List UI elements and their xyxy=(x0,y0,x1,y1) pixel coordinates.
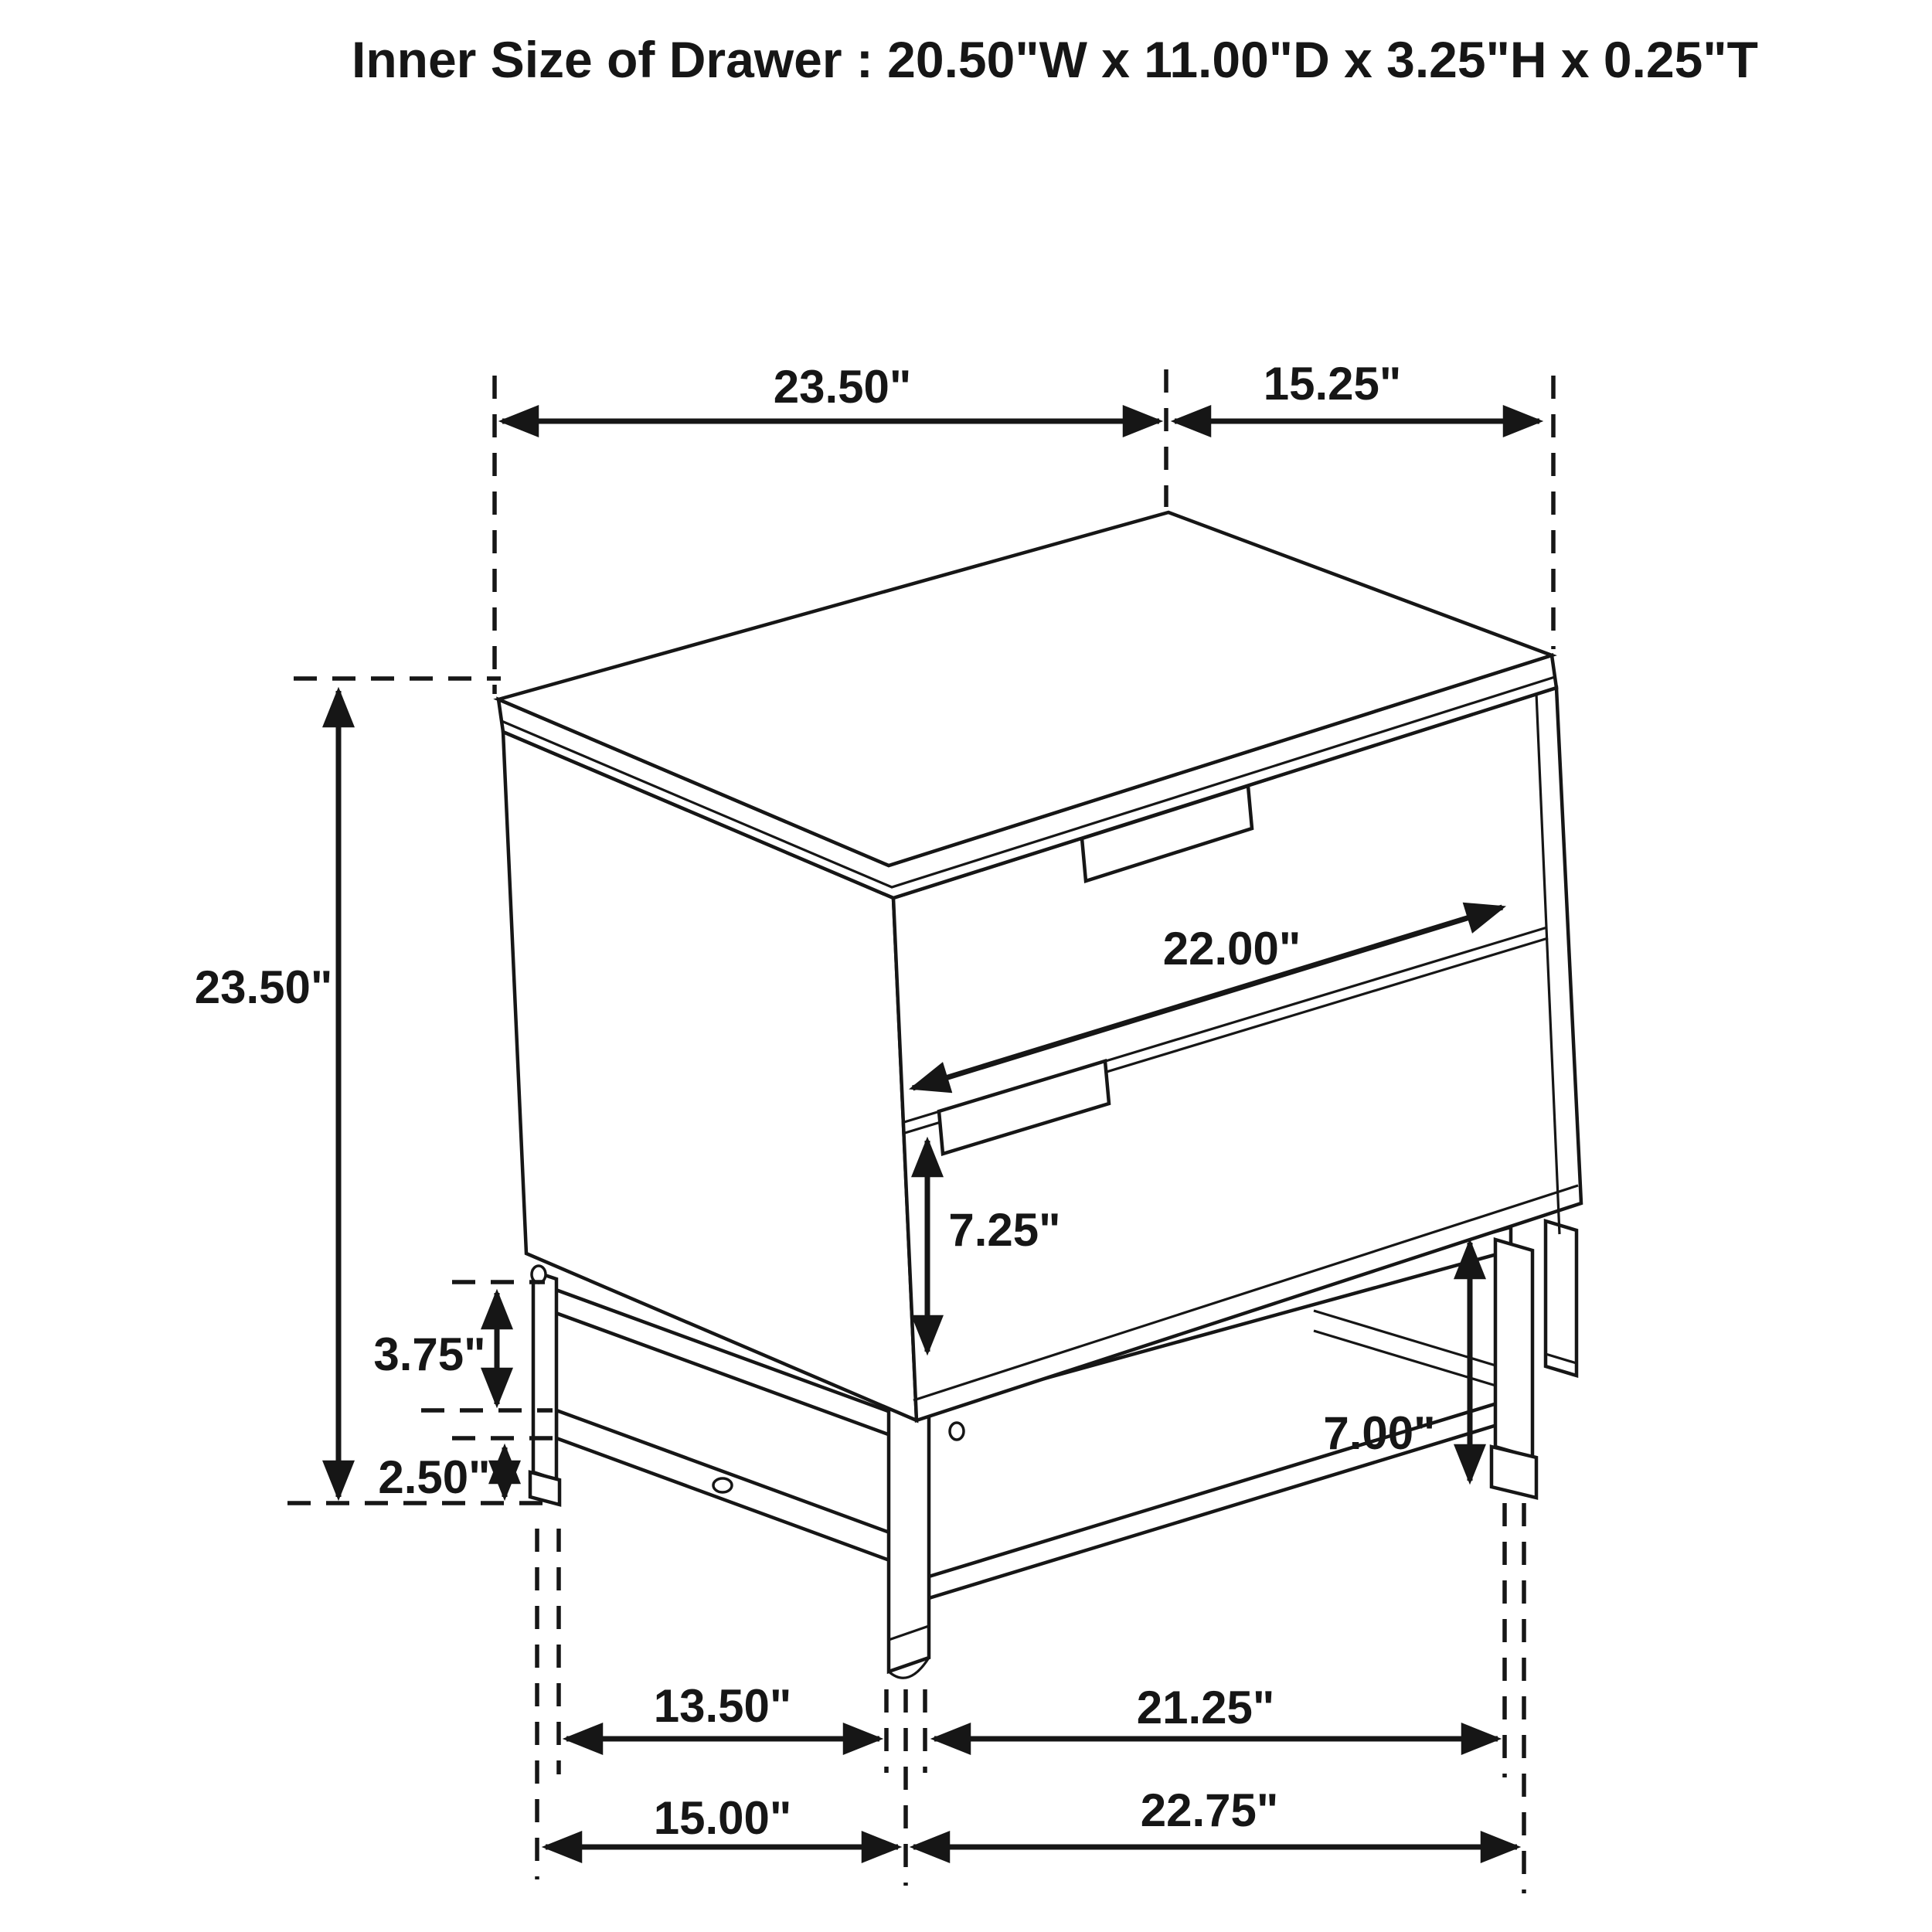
cabinet xyxy=(498,512,1581,1420)
screw-hole xyxy=(950,1423,964,1440)
label-base-inner-front: 21.25" xyxy=(1136,1682,1275,1733)
left-leg-foot xyxy=(530,1472,560,1505)
label-drawer-height: 7.25" xyxy=(948,1204,1061,1256)
screw-hole xyxy=(713,1478,732,1492)
right-leg-foot xyxy=(1492,1447,1536,1498)
label-foot-height: 2.50" xyxy=(378,1451,491,1503)
right-leg xyxy=(1495,1240,1532,1458)
rear-leg xyxy=(1546,1221,1577,1376)
left-leg xyxy=(533,1271,556,1480)
label-overall-height: 23.50" xyxy=(194,961,333,1013)
label-base-inner-side: 13.50" xyxy=(653,1680,792,1732)
label-drawer-width: 22.00" xyxy=(1162,923,1301,975)
label-frame-gap: 3.75" xyxy=(373,1328,486,1380)
diagram-title: Inner Size of Drawer : 20.50"W x 11.00"D x 3.25"H x 0.25"T xyxy=(352,31,1758,88)
label-leg-height: 7.00" xyxy=(1323,1407,1436,1459)
label-top-depth: 15.25" xyxy=(1263,358,1402,410)
label-top-width: 23.50" xyxy=(773,361,912,413)
label-base-outer-side: 15.00" xyxy=(653,1792,792,1844)
label-base-outer-front: 22.75" xyxy=(1140,1784,1279,1836)
